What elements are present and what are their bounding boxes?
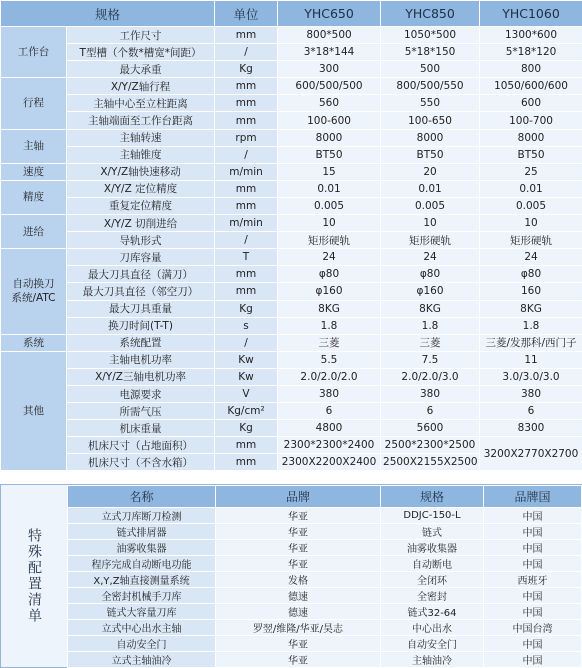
spec-value-model-1: 800*500 bbox=[278, 27, 381, 44]
spec-value-model-3: 100-700 bbox=[480, 112, 582, 129]
config-brand: 华亚 bbox=[216, 636, 381, 652]
spec-value-model-2: 8000 bbox=[381, 129, 480, 146]
spec-value-model-1: 三菱 bbox=[278, 334, 381, 351]
spec-unit: mm bbox=[215, 78, 278, 95]
spec-value-model-3: BT50 bbox=[480, 146, 582, 163]
spec-row bbox=[1, 283, 582, 300]
spec-value-model-2: φ80 bbox=[381, 266, 480, 283]
config-name: 油雾收集器 bbox=[68, 540, 216, 556]
spec-value-model-2: 10 bbox=[381, 215, 480, 232]
spec-value-model-1: φ160 bbox=[278, 283, 381, 300]
spec-value-model-3: 3200X2770X2700 bbox=[480, 437, 582, 471]
spec-value-model-2: 24 bbox=[381, 249, 480, 266]
spec-value-model-1: 15 bbox=[278, 163, 381, 180]
spec-value-model-3: 三菱/发那科/西门子 bbox=[480, 334, 582, 351]
config-row bbox=[68, 540, 582, 556]
spec-unit: mm bbox=[215, 454, 278, 471]
spec-unit: Kg bbox=[215, 300, 278, 317]
spec-item-label: X/Y/Z 定位精度 bbox=[67, 180, 215, 197]
spec-value-model-3: 0.01 bbox=[480, 180, 582, 197]
spec-unit: T bbox=[215, 249, 278, 266]
spec-item-label: 系统配置 bbox=[67, 334, 215, 351]
spec-item-label: 电源要求 bbox=[67, 385, 215, 402]
spec-unit: mm bbox=[215, 437, 278, 454]
config-country: 中国 bbox=[484, 508, 582, 524]
spec-row bbox=[1, 180, 582, 197]
spec-item-label: 导轨形式 bbox=[67, 232, 215, 249]
spec-item-label: 主轴端面至工作台距离 bbox=[67, 112, 215, 129]
spec-item-label: 重复定位精度 bbox=[67, 197, 215, 214]
spec-value-model-3: 1050/600/600 bbox=[480, 78, 582, 95]
config-header-row bbox=[68, 486, 582, 508]
spec-unit: mm bbox=[215, 180, 278, 197]
spec-group-label: 工作台 bbox=[1, 27, 67, 78]
spec-row bbox=[1, 437, 582, 454]
spec-unit: mm bbox=[215, 95, 278, 112]
spec-value-model-2: 0.005 bbox=[381, 197, 480, 214]
spec-row bbox=[1, 27, 582, 44]
spec-item-label: 工作尺寸 bbox=[67, 27, 215, 44]
config-country: 中国台湾 bbox=[484, 620, 582, 636]
config-name: 立式中心出水主轴 bbox=[68, 620, 216, 636]
spec-group-label: 自动换刀 系统/ATC bbox=[1, 249, 67, 334]
spec-group-label: 行程 bbox=[1, 78, 67, 129]
config-country: 中国 bbox=[484, 540, 582, 556]
spec-value-model-1: 2.0/2.0/2.0 bbox=[278, 368, 381, 385]
spec-header-model-2: YHC850 bbox=[381, 1, 480, 27]
config-table bbox=[67, 485, 582, 668]
spec-group-label: 主轴 bbox=[1, 129, 67, 163]
config-name: X,Y,Z轴直接测量系统 bbox=[68, 572, 216, 588]
spec-value-model-1: 矩形硬轨 bbox=[278, 232, 381, 249]
config-name: 立式主轴油冷 bbox=[68, 652, 216, 668]
spec-value-model-1: 8000 bbox=[278, 129, 381, 146]
spec-unit: m/min bbox=[215, 163, 278, 180]
config-header-brand: 品牌 bbox=[216, 486, 381, 508]
spec-unit: mm bbox=[215, 112, 278, 129]
spec-value-model-1: 24 bbox=[278, 249, 381, 266]
spec-value-model-2: 三菱 bbox=[381, 334, 480, 351]
spec-row bbox=[1, 163, 582, 180]
config-name: 链式排屑器 bbox=[68, 524, 216, 540]
spec-value-model-3: 8KG bbox=[480, 300, 582, 317]
config-row bbox=[68, 524, 582, 540]
spec-unit: / bbox=[215, 146, 278, 163]
spec-unit: V bbox=[215, 385, 278, 402]
spec-value-model-1: 2300*2300*2400 bbox=[278, 437, 381, 454]
spec-value-model-2: 0.01 bbox=[381, 180, 480, 197]
config-name: 立式刀库断刀检测 bbox=[68, 508, 216, 524]
spec-row bbox=[1, 95, 582, 112]
spec-header-model-3: YHC1060 bbox=[480, 1, 582, 27]
spec-item-label: 主轴锥度 bbox=[67, 146, 215, 163]
config-brand: 华亚 bbox=[216, 524, 381, 540]
config-row bbox=[68, 572, 582, 588]
spec-value-model-1: 380 bbox=[278, 385, 381, 402]
spec-value-model-3: 3.0/3.0/3.0 bbox=[480, 368, 582, 385]
spec-row bbox=[1, 146, 582, 163]
spec-value-model-2: 2500X2155X2500 bbox=[381, 454, 480, 471]
spec-row bbox=[1, 420, 582, 437]
spec-table-body bbox=[1, 1, 582, 471]
config-spec: 链式32-64 bbox=[381, 604, 484, 620]
spec-value-model-1: BT50 bbox=[278, 146, 381, 163]
config-brand: 发格 bbox=[216, 572, 381, 588]
spec-unit: mm bbox=[215, 197, 278, 214]
spec-item-label: 最大刀具直径（满刀） bbox=[67, 266, 215, 283]
spec-row bbox=[1, 368, 582, 385]
config-brand: 罗翌/维隆/华亚/昊志 bbox=[216, 620, 381, 636]
config-name: 链式大容量刀库 bbox=[68, 604, 216, 620]
spec-item-label: 换刀时间(T-T) bbox=[67, 317, 215, 334]
spec-value-model-1: 0.005 bbox=[278, 197, 381, 214]
spec-value-model-3: 0.005 bbox=[480, 197, 582, 214]
spec-row bbox=[1, 232, 582, 249]
spec-value-model-1: 6 bbox=[278, 403, 381, 420]
config-row bbox=[68, 508, 582, 524]
spec-value-model-2: 5*18*150 bbox=[381, 44, 480, 61]
spec-value-model-1: 0.01 bbox=[278, 180, 381, 197]
spec-value-model-3: 380 bbox=[480, 385, 582, 402]
spec-value-model-1: 100-600 bbox=[278, 112, 381, 129]
spec-item-label: 最大承重 bbox=[67, 61, 215, 78]
spec-row bbox=[1, 300, 582, 317]
spec-unit: / bbox=[215, 232, 278, 249]
spec-unit: mm bbox=[215, 266, 278, 283]
spec-group-label: 其他 bbox=[1, 351, 67, 471]
config-row bbox=[68, 652, 582, 668]
spec-value-model-1: 5.5 bbox=[278, 351, 381, 368]
config-name: 自动安全门 bbox=[68, 636, 216, 652]
spec-item-label: T型槽（个数*槽宽*间距） bbox=[67, 44, 215, 61]
spec-value-model-2: 550 bbox=[381, 95, 480, 112]
config-side-label-text: 特殊配置清单 bbox=[26, 528, 42, 624]
config-row bbox=[68, 604, 582, 620]
spec-unit: s bbox=[215, 317, 278, 334]
spec-unit: Kw bbox=[215, 368, 278, 385]
spec-value-model-1: 10 bbox=[278, 215, 381, 232]
spec-group-label: 精度 bbox=[1, 180, 67, 214]
config-table-body bbox=[68, 486, 582, 668]
config-brand: 华亚 bbox=[216, 652, 381, 668]
config-header-country: 品牌国 bbox=[484, 486, 582, 508]
spec-unit: Kg bbox=[215, 420, 278, 437]
spec-value-model-3: 600 bbox=[480, 95, 582, 112]
spec-item-label: 主轴中心至立柱距离 bbox=[67, 95, 215, 112]
spec-row bbox=[1, 197, 582, 214]
spec-group-label: 系统 bbox=[1, 334, 67, 351]
config-side-label bbox=[1, 485, 67, 667]
spec-item-label: X/Y/Z轴快速移动 bbox=[67, 163, 215, 180]
spec-header-model-1: YHC650 bbox=[278, 1, 381, 27]
config-row bbox=[68, 636, 582, 652]
spec-group-label: 进给 bbox=[1, 215, 67, 249]
config-row bbox=[68, 556, 582, 572]
config-country: 中国 bbox=[484, 556, 582, 572]
spec-row bbox=[1, 215, 582, 232]
section-divider bbox=[0, 472, 582, 484]
spec-unit: m/min bbox=[215, 215, 278, 232]
spec-item-label: 最大刀具重量 bbox=[67, 300, 215, 317]
spec-value-model-2: 8KG bbox=[381, 300, 480, 317]
spec-value-model-3: 8000 bbox=[480, 129, 582, 146]
spec-group-label: 速度 bbox=[1, 163, 67, 180]
spec-value-model-3: 10 bbox=[480, 215, 582, 232]
spec-value-model-1: φ80 bbox=[278, 266, 381, 283]
config-brand: 德速 bbox=[216, 604, 381, 620]
spec-value-model-2: 100-650 bbox=[381, 112, 480, 129]
spec-value-model-3: 160 bbox=[480, 283, 582, 300]
spec-item-label: X/Y/Z 切削进给 bbox=[67, 215, 215, 232]
spec-item-label: 主轴转速 bbox=[67, 129, 215, 146]
spec-item-label: 最大刀具直径（邻空刀） bbox=[67, 283, 215, 300]
spec-value-model-2: 1.8 bbox=[381, 317, 480, 334]
spec-value-model-1: 600/500/500 bbox=[278, 78, 381, 95]
spec-item-label: 机床重量 bbox=[67, 420, 215, 437]
config-spec: 全闭环 bbox=[381, 572, 484, 588]
config-spec: 中心出水 bbox=[381, 620, 484, 636]
config-country: 中国 bbox=[484, 636, 582, 652]
spec-value-model-2: 800/500/550 bbox=[381, 78, 480, 95]
spec-item-label: 机床尺寸（不含水箱） bbox=[67, 454, 215, 471]
config-header-name: 名称 bbox=[68, 486, 216, 508]
config-name: 全密封机械手刀库 bbox=[68, 588, 216, 604]
spec-value-model-2: 矩形硬轨 bbox=[381, 232, 480, 249]
config-country: 中国 bbox=[484, 524, 582, 540]
spec-item-label: X/Y/Z三轴电机功率 bbox=[67, 368, 215, 385]
spec-unit: Kg/cm² bbox=[215, 403, 278, 420]
spec-unit: mm bbox=[215, 27, 278, 44]
spec-value-model-2: 500 bbox=[381, 61, 480, 78]
spec-value-model-3: 11 bbox=[480, 351, 582, 368]
spec-unit: / bbox=[215, 44, 278, 61]
config-row bbox=[68, 588, 582, 604]
spec-value-model-1: 1.8 bbox=[278, 317, 381, 334]
spec-value-model-3: 24 bbox=[480, 249, 582, 266]
spec-item-label: 所需气压 bbox=[67, 403, 215, 420]
spec-row bbox=[1, 61, 582, 78]
spec-header-unit: 单位 bbox=[215, 1, 278, 27]
spec-value-model-2: 2500*2300*2500 bbox=[381, 437, 480, 454]
spec-value-model-3: φ80 bbox=[480, 266, 582, 283]
spec-unit: Kw bbox=[215, 351, 278, 368]
spec-value-model-2: BT50 bbox=[381, 146, 480, 163]
config-header-spec: 规格 bbox=[381, 486, 484, 508]
config-country: 中国 bbox=[484, 652, 582, 668]
spec-row bbox=[1, 266, 582, 283]
spec-row bbox=[1, 403, 582, 420]
spec-row bbox=[1, 78, 582, 95]
spec-row bbox=[1, 249, 582, 266]
config-spec: 全密封 bbox=[381, 588, 484, 604]
spec-row bbox=[1, 385, 582, 402]
config-spec: 主轴油冷 bbox=[381, 652, 484, 668]
spec-value-model-3: 25 bbox=[480, 163, 582, 180]
spec-value-model-2: 1050*500 bbox=[381, 27, 480, 44]
config-brand: 华亚 bbox=[216, 508, 381, 524]
spec-value-model-1: 300 bbox=[278, 61, 381, 78]
spec-row bbox=[1, 334, 582, 351]
spec-value-model-2: 5600 bbox=[381, 420, 480, 437]
config-brand: 德速 bbox=[216, 588, 381, 604]
spec-item-label: X/Y/Z轴行程 bbox=[67, 78, 215, 95]
spec-row bbox=[1, 112, 582, 129]
spec-value-model-2: φ160 bbox=[381, 283, 480, 300]
spec-header-spec: 规格 bbox=[1, 1, 215, 27]
config-spec: 自动安全门 bbox=[381, 636, 484, 652]
config-country: 中国 bbox=[484, 604, 582, 620]
config-row bbox=[68, 620, 582, 636]
spec-value-model-3: 1300*600 bbox=[480, 27, 582, 44]
spec-value-model-3: 矩形硬轨 bbox=[480, 232, 582, 249]
spec-header-row bbox=[1, 1, 582, 27]
spec-unit: mm bbox=[215, 283, 278, 300]
spec-item-label: 主轴电机功率 bbox=[67, 351, 215, 368]
config-brand: 华亚 bbox=[216, 540, 381, 556]
spec-value-model-2: 6 bbox=[381, 403, 480, 420]
spec-value-model-3: 1.8 bbox=[480, 317, 582, 334]
spec-value-model-2: 380 bbox=[381, 385, 480, 402]
spec-value-model-2: 2.0/2.0/3.0 bbox=[381, 368, 480, 385]
config-spec: 链式 bbox=[381, 524, 484, 540]
spec-value-model-3: 8300 bbox=[480, 420, 582, 437]
spec-value-model-2: 20 bbox=[381, 163, 480, 180]
config-spec: 自动断电 bbox=[381, 556, 484, 572]
config-brand: 华亚 bbox=[216, 556, 381, 572]
spec-value-model-2: 7.5 bbox=[381, 351, 480, 368]
spec-unit: Kg bbox=[215, 61, 278, 78]
config-spec: 油雾收集器 bbox=[381, 540, 484, 556]
spec-value-model-3: 800 bbox=[480, 61, 582, 78]
spec-value-model-1: 560 bbox=[278, 95, 381, 112]
spec-value-model-1: 2300X2200X2400 bbox=[278, 454, 381, 471]
spec-value-model-1: 8KG bbox=[278, 300, 381, 317]
config-country: 中国 bbox=[484, 588, 582, 604]
spec-unit: / bbox=[215, 334, 278, 351]
spec-value-model-3: 5*18*120 bbox=[480, 44, 582, 61]
config-country: 西班牙 bbox=[484, 572, 582, 588]
config-spec: DDJC-150-L bbox=[381, 508, 484, 524]
spec-value-model-1: 4800 bbox=[278, 420, 381, 437]
spec-value-model-3: 6 bbox=[480, 403, 582, 420]
spec-unit: rpm bbox=[215, 129, 278, 146]
spec-row bbox=[1, 129, 582, 146]
spec-value-model-1: 3*18*144 bbox=[278, 44, 381, 61]
spec-item-label: 刀库容量 bbox=[67, 249, 215, 266]
spec-row bbox=[1, 317, 582, 334]
config-list bbox=[0, 484, 582, 668]
config-name: 程序完成自动断电功能 bbox=[68, 556, 216, 572]
spec-row bbox=[1, 351, 582, 368]
spec-item-label: 机床尺寸（占地面积） bbox=[67, 437, 215, 454]
spec-row bbox=[1, 44, 582, 61]
